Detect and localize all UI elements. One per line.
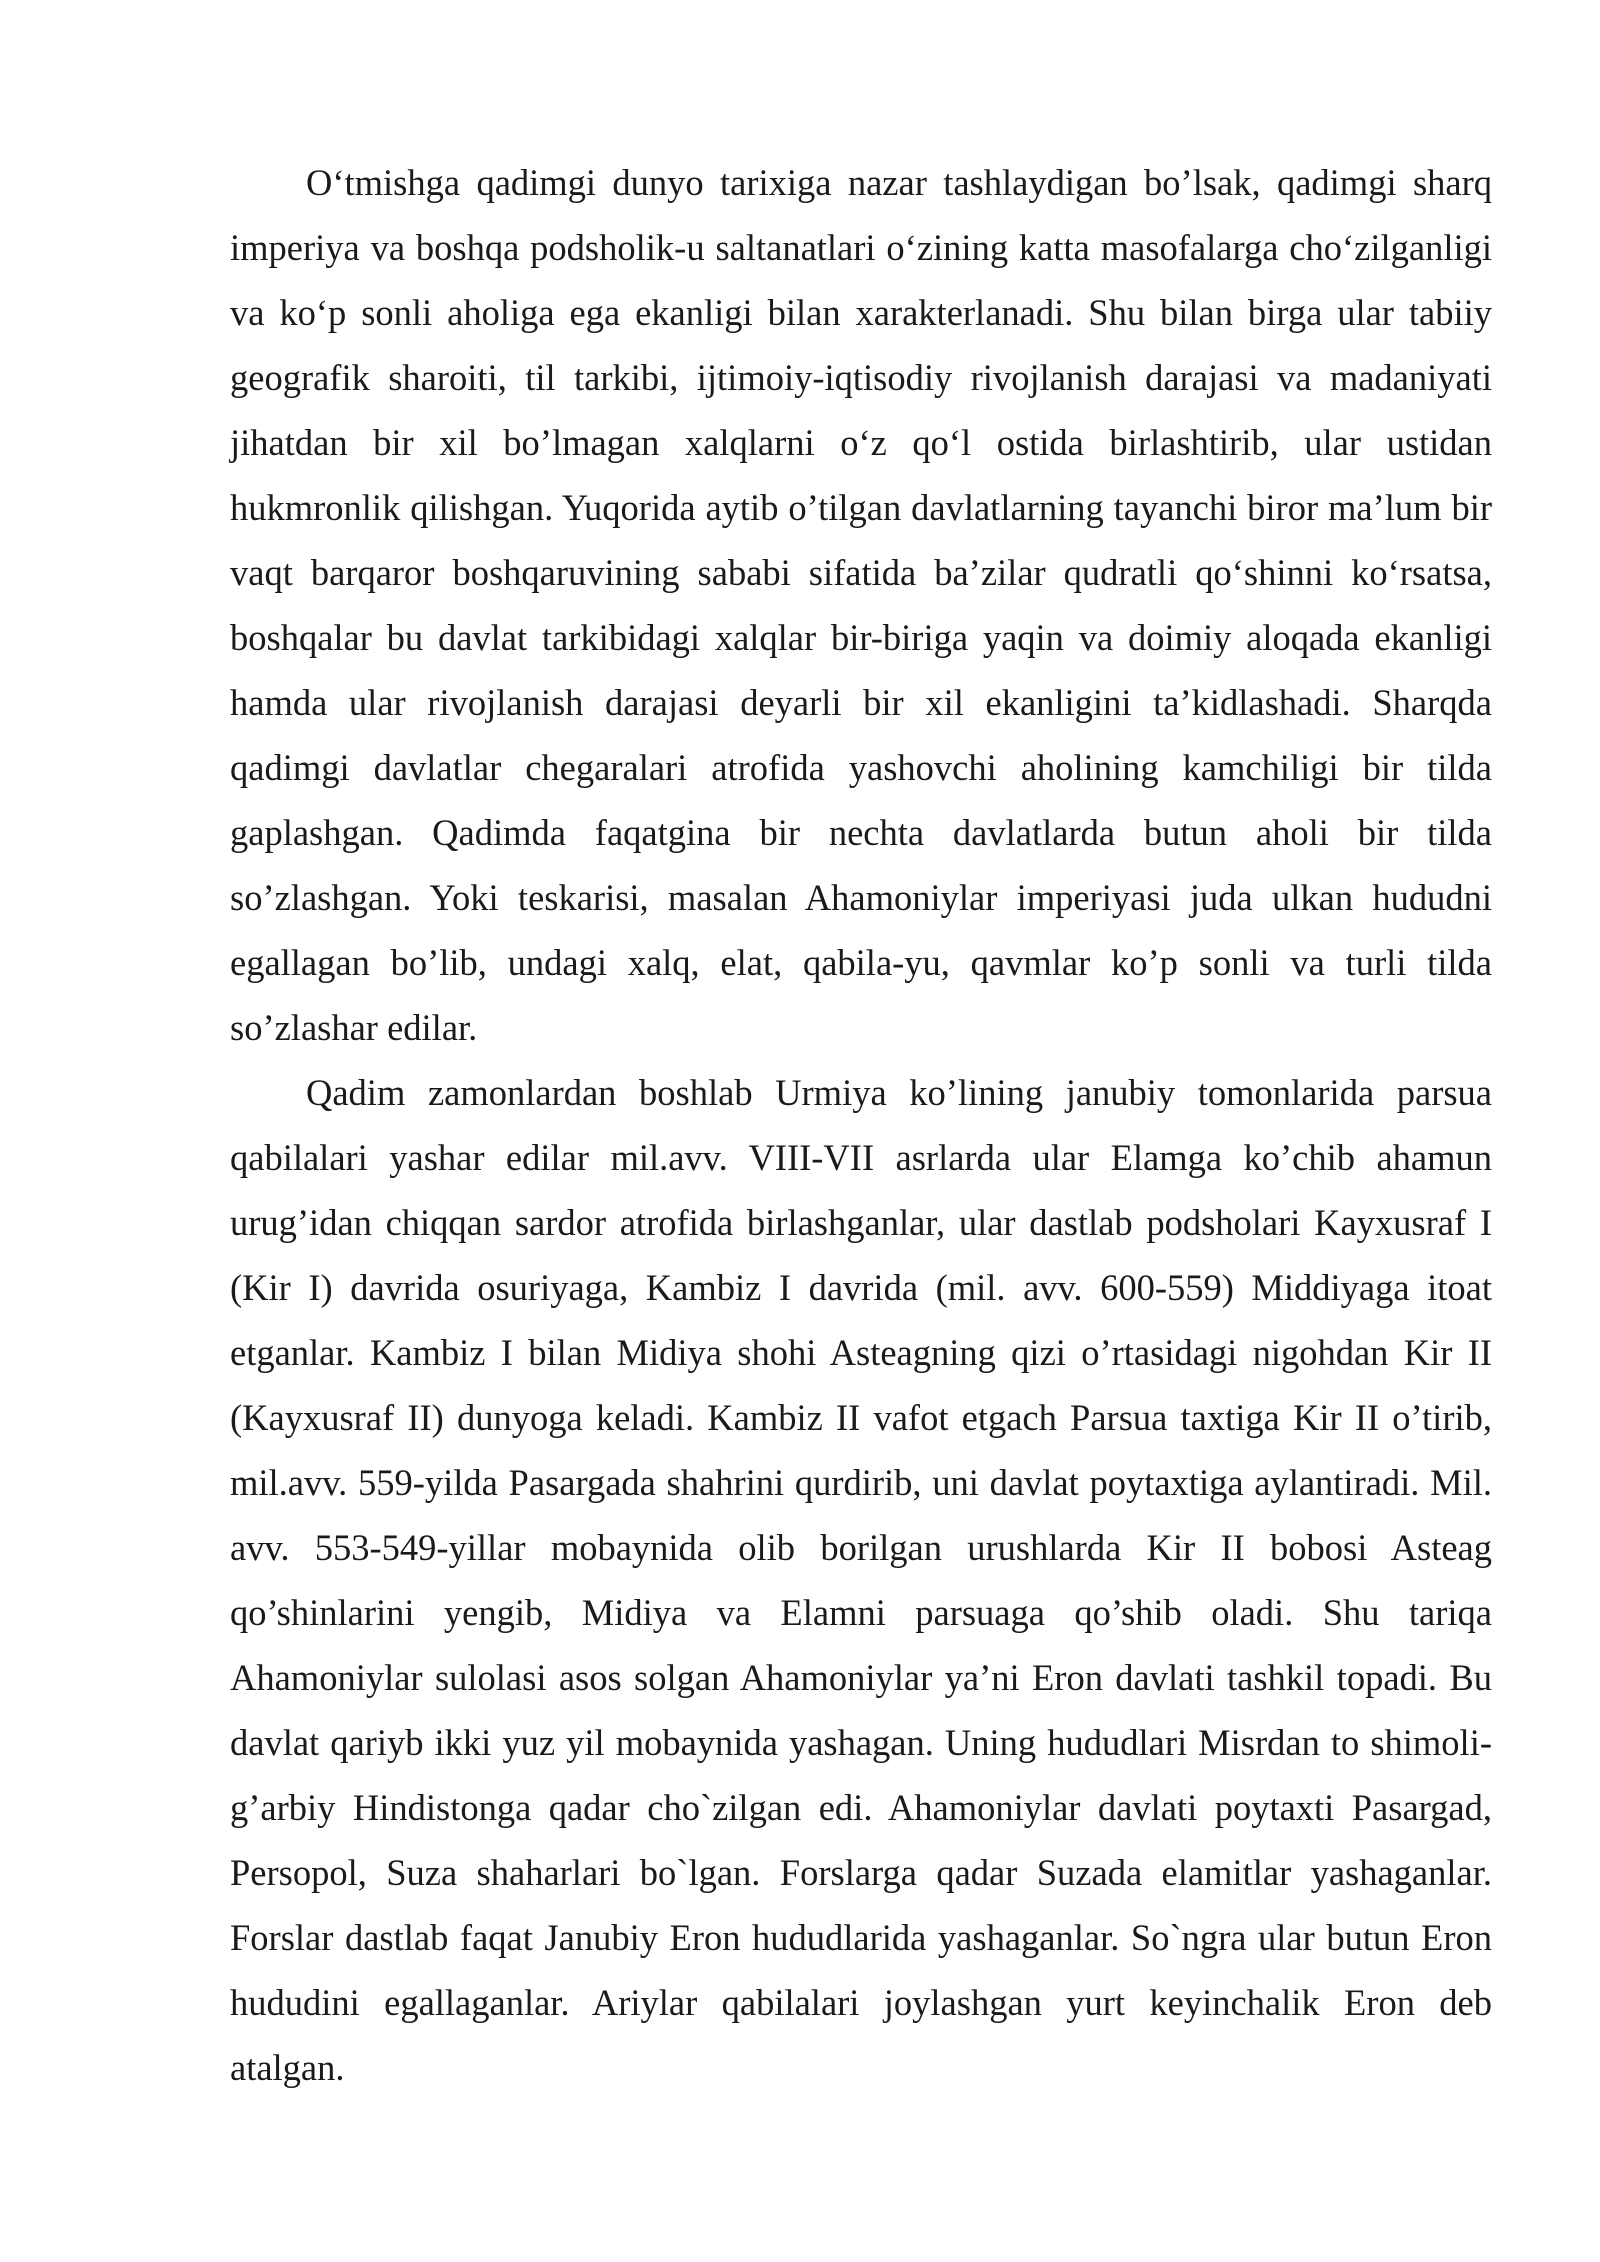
paragraph-1: O‘tmishga qadimgi dunyo tarixiga nazar tashlaydigan bo’lsak, qadimgi sharq imperiya va boshqa podsholik-u saltanatlari o‘zining katta masofalarga cho‘zilganligi va ko‘p sonli aholiga ega ekanligi bilan xarakterlanadi. Shu bilan birga ular tabiiy geografik sharoiti, til tarkibi, ijtimoiy-iqtisodiy rivojlanish darajasi va madaniyati jihatdan bir xil bo’lmagan xalqlarni o‘z qo‘l ostida birlashtirib, ular ustidan hukmronlik qilishgan. Yuqorida aytib o’tilgan davlatlarning tayanchi biror ma’lum bir vaqt barqaror boshqaruvining sababi sifatida ba’zilar qudratli qo‘shinni ko‘rsatsa, boshqalar bu davlat tarkibidagi xalqlar bir-biriga yaqin va doimiy aloqada ekanligi hamda ular rivojlanish darajasi deyarli bir xil ekanligini ta’kidlashadi. Sharqda qadimgi davlatlar chegaralari atrofida yashovchi aholining kamchiligi bir tilda gaplashgan. Qadimda faqatgina bir nechta davlatlarda butun aholi bir tilda so’zlashgan. Yoki teskarisi, masalan Ahamoniylar imperiyasi juda ulkan hududni egallagan bo’lib, undagi xalq, elat, qabila-yu, qavmlar ko’p sonli va turli tilda so’zlashar edilar.: [230, 162, 1492, 1048]
paragraph-2: Qadim zamonlardan boshlab Urmiya ko’lining janubiy tomonlarida parsua qabilalari yashar edilar mil.avv. VIII-VII asrlarda ular Elamga ko’chib ahamun urug’idan chiqqan sardor atrofida birlashganlar, ular dastlab podsholari Kayxusraf I (Kir I) davrida osuriyaga, Kambiz I davrida (mil. avv. 600-559) Middiyaga itoat etganlar. Kambiz I bilan Midiya shohi Asteagning qizi o’rtasidagi nigohdan Kir II (Kayxusraf II) dunyoga keladi. Kambiz II vafot etgach Parsua taxtiga Kir II o’tirib, mil.avv. 559-yilda Pasargada shahrini qurdirib, uni davlat poytaxtiga aylantiradi. Mil. avv. 553-549-yillar mobaynida olib borilgan urushlarda Kir II bobosi Asteag qo’shinlarini yengib, Midiya va Elamni parsuaga qo’shib oladi. Shu tariqa Ahamoniylar sulolasi asos solgan Ahamoniylar ya’ni Eron davlati tashkil topadi. Bu davlat qariyb ikki yuz yil mobaynida yashagan. Uning hududlari Misrdan to shimoli-g’arbiy Hindistonga qadar cho`zilgan edi. Ahamoniylar davlati poytaxti Pasargad, Persopol, Suza shaharlari bo`lgan. Forslarga qadar Suzada elamitlar yashaganlar. Forslar dastlab faqat Janubiy Eron hududlarida yashaganlar. So`ngra ular butun Eron hududini egallaganlar. Ariylar qabilalari joylashgan yurt keyinchalik Eron deb atalgan.: [230, 1072, 1492, 2088]
document-page: [230, 150, 1492, 2100]
